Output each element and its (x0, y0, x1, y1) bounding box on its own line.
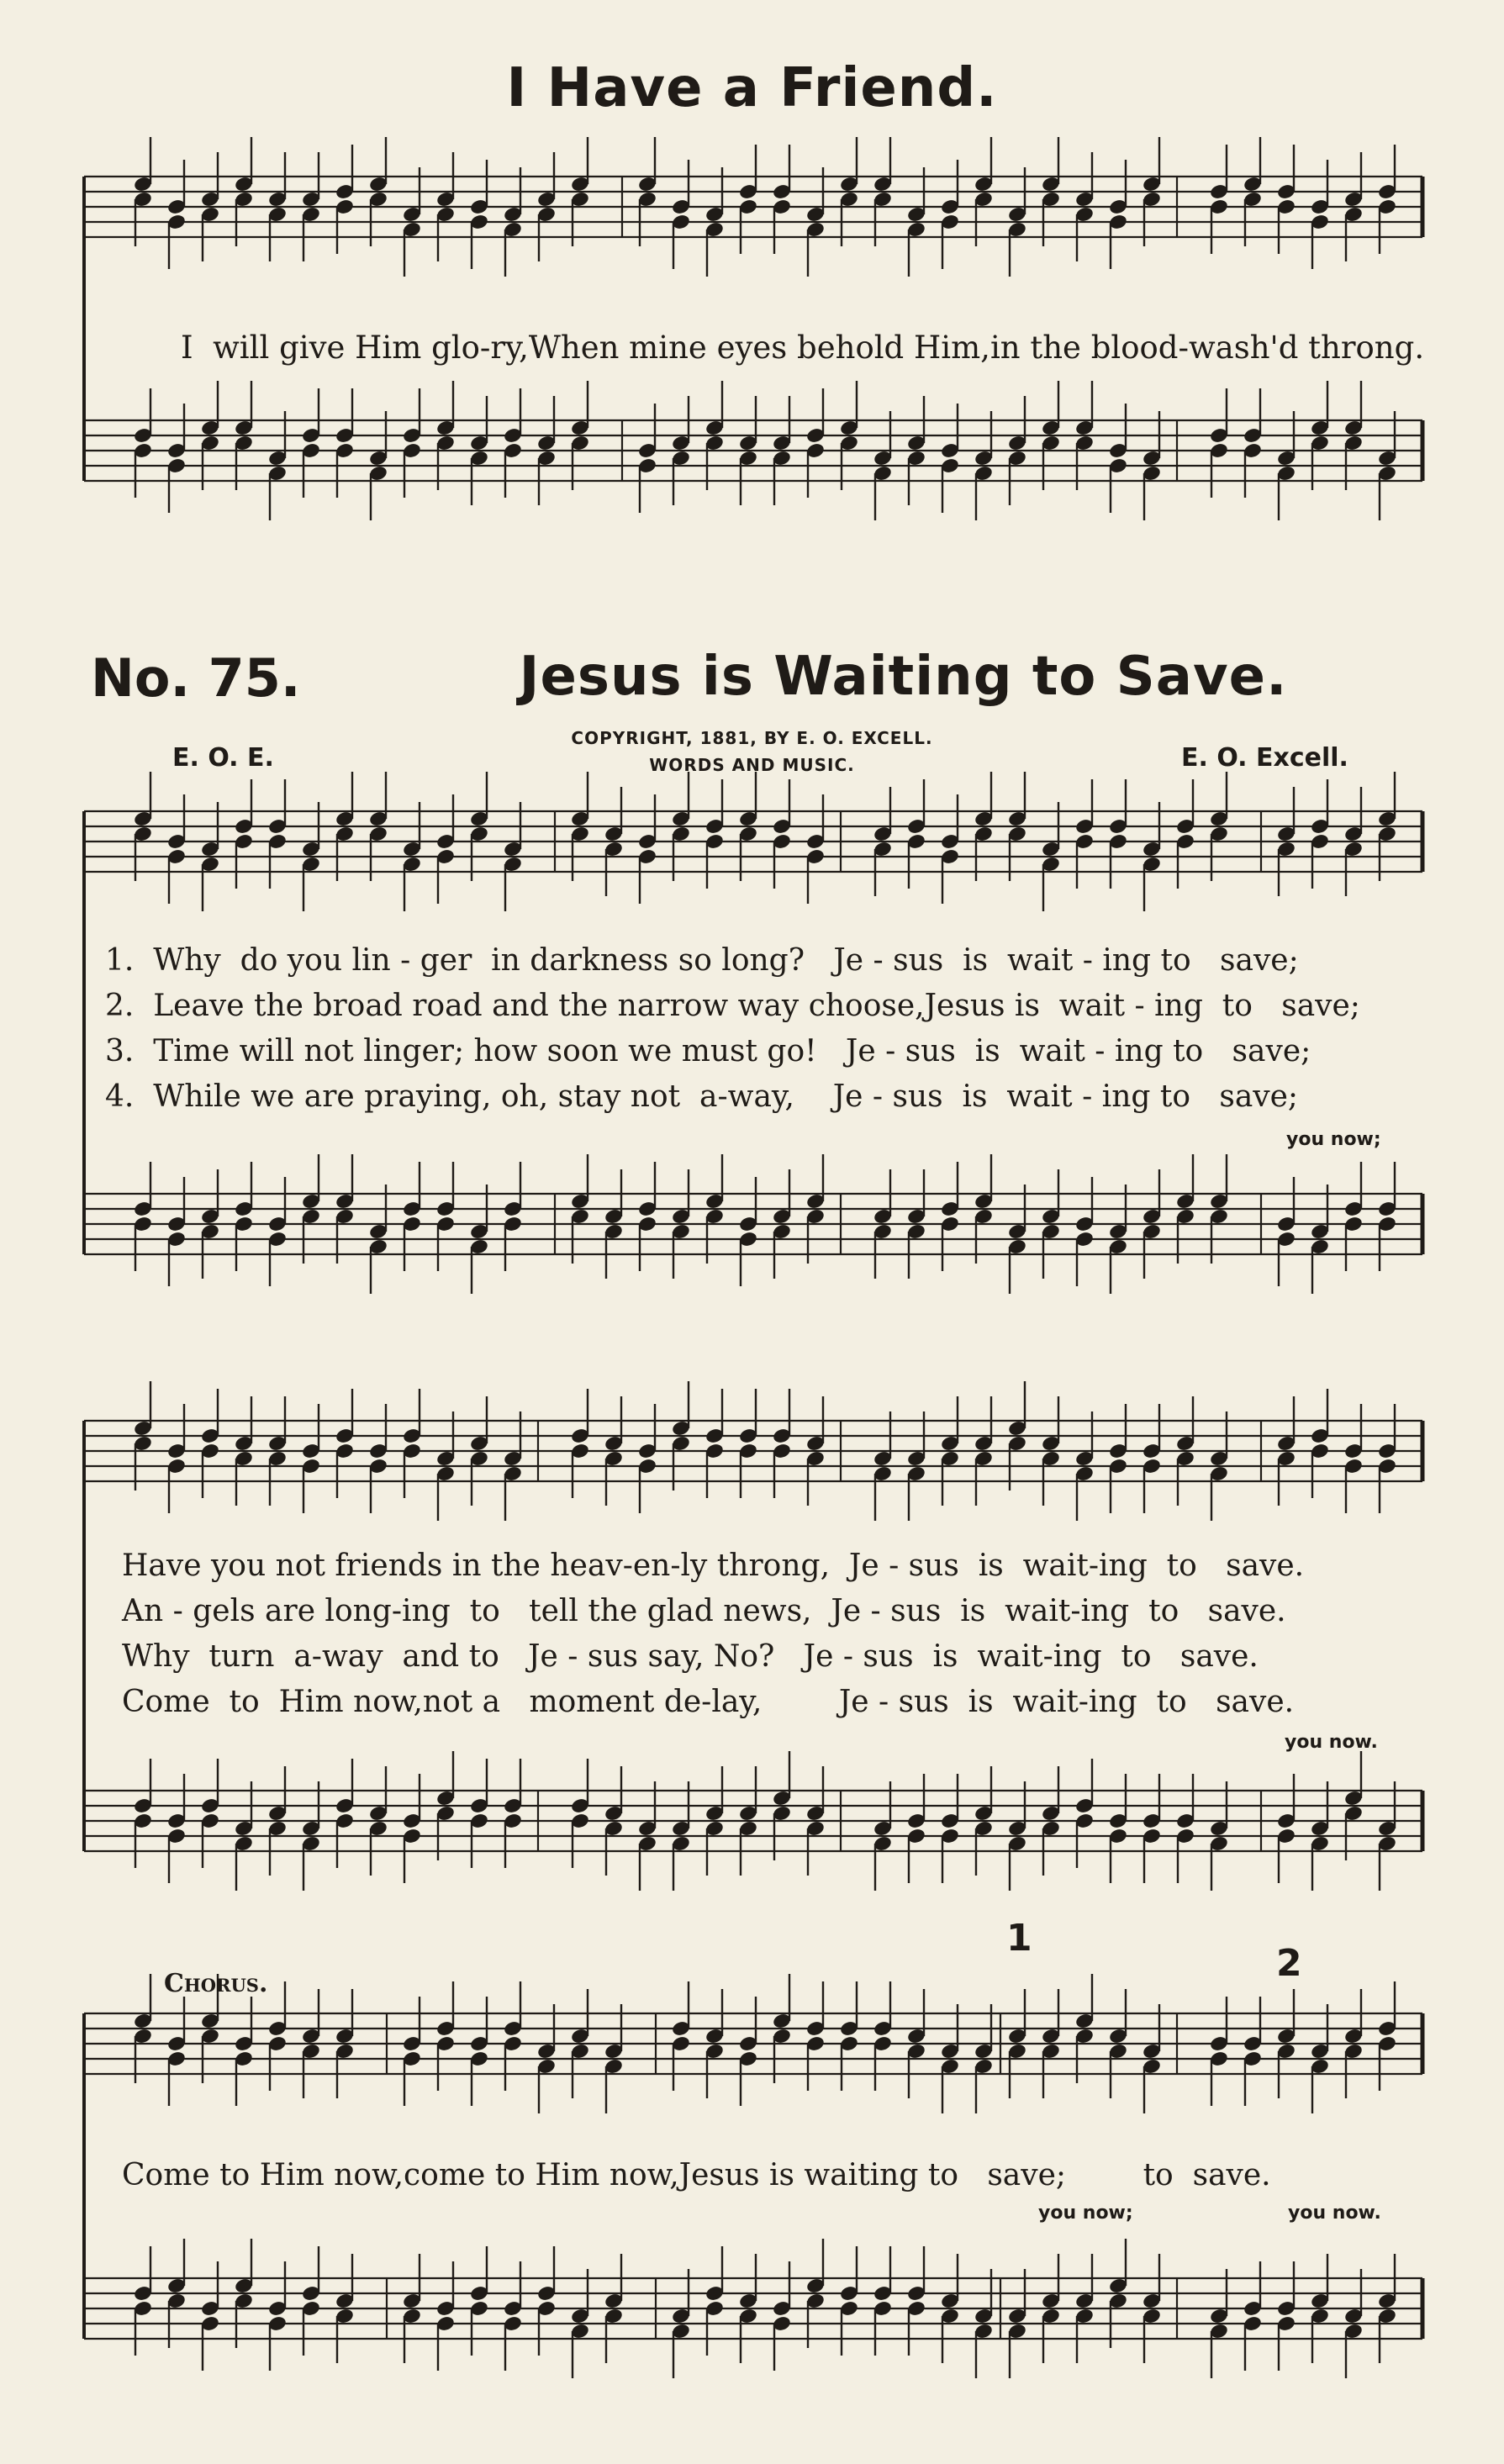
first-ending-number: 1 (1006, 1917, 1032, 1960)
chorus-label: Chorus. (164, 1969, 268, 1998)
top-song-lyric: I will give Him glo-ry,When mine eyes behold Him,in the blood-wash'd throng. (181, 330, 1425, 366)
second-ending-number: 2 (1276, 1942, 1302, 1985)
copyright-notice: COPYRIGHT, 1881, BY E. O. EXCELL. (571, 728, 933, 748)
alto-you-now-3: you now; (1038, 2203, 1133, 2224)
verse-line-1: 1. Why do you lin - ger in darkness so long? Je - sus is wait - ing to save; (105, 943, 1299, 978)
composer-credit: E. O. Excell. (1181, 743, 1348, 773)
refrain-line-1: Have you not friends in the heav-en-ly throng, Je - sus is wait-ing to save. (122, 1549, 1305, 1583)
alto-you-now-1: you now; (1286, 1129, 1381, 1150)
chorus-lyric: Come to Him now,come to Him now,Jesus is waiting to save; to save. (122, 2158, 1271, 2192)
verse-line-2: 2. Leave the broad road and the narrow way choose,Jesus is wait - ing to save; (105, 989, 1360, 1023)
lyricist-credit: E. O. E. (172, 743, 274, 773)
refrain-line-3: Why turn a-way and to Je - sus say, No? Je - sus is wait-ing to save. (122, 1639, 1259, 1674)
alto-you-now-2: you now. (1285, 1732, 1378, 1753)
refrain-line-4: Come to Him now,not a moment de-lay, Je - sus is wait-ing to save. (122, 1685, 1295, 1719)
verse-line-3: 3. Time will not linger; how soon we must go! Je - sus is wait - ing to save; (105, 1034, 1311, 1068)
words-music-credit: WORDS AND MUSIC. (649, 755, 855, 775)
alto-you-now-4: you now. (1288, 2203, 1381, 2224)
main-song-title: Jesus is Waiting to Save. (519, 646, 1288, 708)
hymn-number: No. 75. (91, 647, 301, 709)
top-song-title: I Have a Friend. (506, 57, 998, 119)
refrain-line-2: An - gels are long-ing to tell the glad news, Je - sus is wait-ing to save. (122, 1594, 1286, 1628)
verse-line-4: 4. While we are praying, oh, stay not a-way, Je - sus is wait - ing to save; (105, 1079, 1299, 1114)
